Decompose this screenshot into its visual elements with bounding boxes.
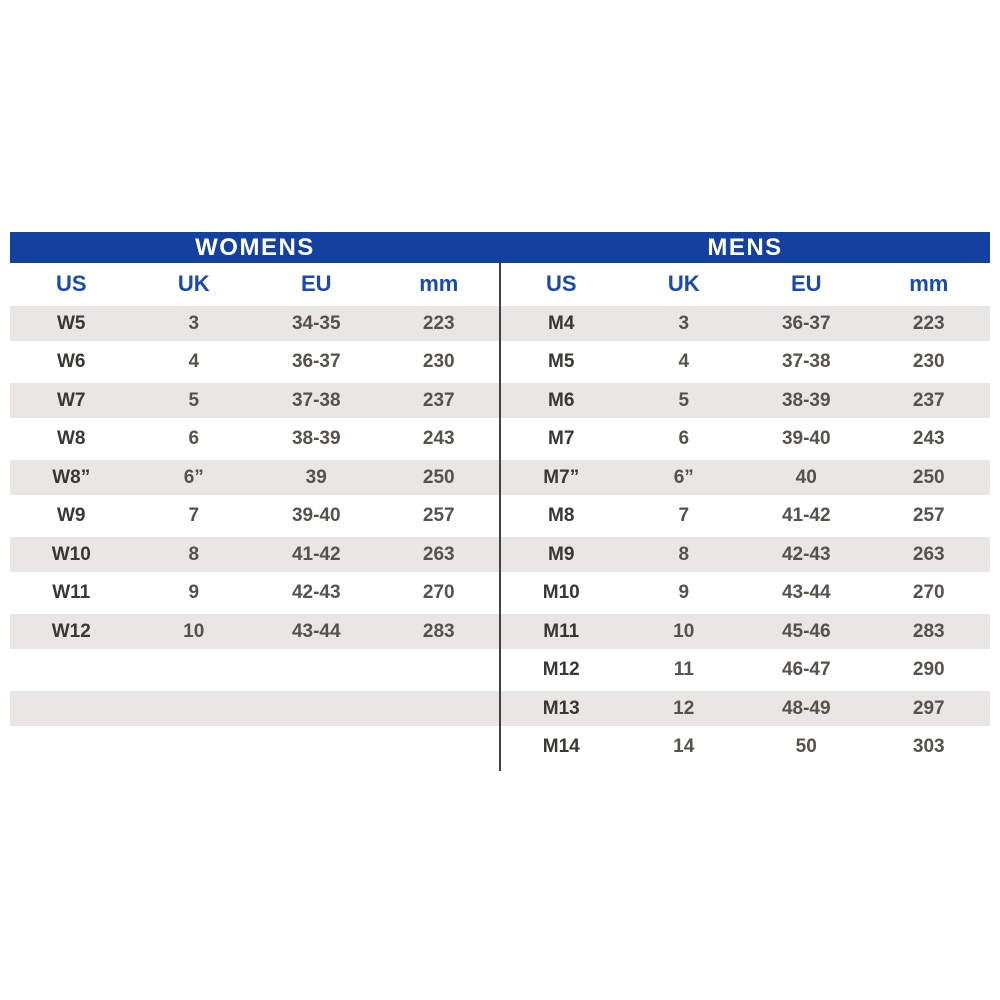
cell-mm <box>378 689 501 728</box>
cell-mm: 297 <box>912 697 945 719</box>
table-row <box>10 651 500 690</box>
cell-uk: 9 <box>678 582 690 604</box>
cell-us: M11 <box>543 620 580 642</box>
cell-uk: 5 <box>188 389 200 411</box>
cell-uk: 7 <box>678 505 690 527</box>
cell-uk: 14 <box>673 736 695 758</box>
cell-mm: 243 <box>912 428 945 450</box>
cell-eu: 37-38 <box>291 389 341 411</box>
cell-mm: 257 <box>912 505 945 527</box>
table-row <box>10 728 500 767</box>
mens-table <box>500 263 990 766</box>
table-row <box>500 497 990 536</box>
table-row <box>500 728 990 767</box>
table-row <box>10 343 500 382</box>
cell-mm: 237 <box>422 389 455 411</box>
cell-us: M4 <box>548 312 575 334</box>
cell-eu: 48-49 <box>781 697 831 719</box>
cell-mm: 303 <box>912 736 945 758</box>
cell-eu <box>255 728 378 767</box>
cell-uk: 6 <box>188 428 200 450</box>
cell-us: W8” <box>52 466 91 488</box>
cell-eu: 38-39 <box>781 389 831 411</box>
column-header-eu: EU <box>790 270 822 296</box>
cell-uk: 4 <box>188 351 200 373</box>
cell-mm: 230 <box>912 351 945 373</box>
cell-uk: 11 <box>673 659 694 681</box>
column-header-row <box>500 263 990 304</box>
table-row <box>500 689 990 728</box>
table-row <box>10 535 500 574</box>
cell-uk: 12 <box>673 697 695 719</box>
table-row <box>10 304 500 343</box>
cell-mm: 237 <box>912 389 945 411</box>
cell-mm: 290 <box>912 659 945 681</box>
cell-mm: 250 <box>912 466 945 488</box>
cell-eu: 50 <box>795 736 817 758</box>
column-header-mm: mm <box>419 270 459 296</box>
table-row <box>500 304 990 343</box>
cell-uk: 9 <box>188 582 200 604</box>
cell-uk: 7 <box>188 505 200 527</box>
cell-eu: 40 <box>795 466 817 488</box>
cell-us: W7 <box>57 389 86 411</box>
cell-eu: 41-42 <box>781 505 831 527</box>
cell-eu: 37-38 <box>781 351 831 373</box>
cell-us: M14 <box>542 736 580 758</box>
table-row <box>500 343 990 382</box>
cell-us: W12 <box>51 620 91 642</box>
title-bar <box>10 232 990 263</box>
table-row <box>500 381 990 420</box>
table-row <box>500 612 990 651</box>
cell-us: M7 <box>548 428 575 450</box>
cell-us: M13 <box>542 697 580 719</box>
cell-us: M10 <box>542 582 580 604</box>
cell-us: M6 <box>548 389 575 411</box>
cell-uk: 6” <box>673 466 694 488</box>
cell-mm: 257 <box>422 505 455 527</box>
mens-title: MENS <box>707 233 783 261</box>
womens-table <box>10 263 500 766</box>
table-row <box>500 651 990 690</box>
column-header-uk: UK <box>667 270 700 296</box>
cell-uk: 10 <box>673 620 695 642</box>
column-header-row <box>10 263 500 304</box>
column-header-us: US <box>545 270 577 296</box>
table-row <box>500 574 990 613</box>
cell-us <box>10 689 133 728</box>
table-row <box>500 420 990 459</box>
table-row <box>10 381 500 420</box>
table-row <box>500 535 990 574</box>
cell-eu: 34-35 <box>291 312 341 334</box>
column-header-eu: EU <box>300 270 332 296</box>
table-row <box>10 612 500 651</box>
cell-us: M9 <box>548 543 575 565</box>
table-body <box>10 304 500 766</box>
cell-eu: 41-42 <box>291 543 341 565</box>
size-chart <box>10 232 990 766</box>
cell-eu: 39-40 <box>781 428 831 450</box>
table-row <box>10 689 500 728</box>
cell-uk: 6” <box>183 466 204 488</box>
cell-uk: 5 <box>678 389 690 411</box>
cell-eu: 42-43 <box>781 543 831 565</box>
cell-mm: 223 <box>912 312 945 334</box>
cell-us: M5 <box>548 351 575 373</box>
cell-mm: 263 <box>912 543 945 565</box>
cell-eu: 45-46 <box>781 620 831 642</box>
cell-eu: 39-40 <box>291 505 341 527</box>
womens-title: WOMENS <box>195 233 315 261</box>
cell-mm: 270 <box>912 582 945 604</box>
cell-us <box>10 651 133 690</box>
cell-eu: 42-43 <box>291 582 341 604</box>
cell-mm: 223 <box>422 312 455 334</box>
cell-us: M7” <box>543 466 580 488</box>
cell-eu: 36-37 <box>781 312 831 334</box>
table-row <box>10 497 500 536</box>
cell-uk: 8 <box>678 543 690 565</box>
cell-eu: 46-47 <box>781 659 831 681</box>
table-row <box>10 458 500 497</box>
table-body <box>500 304 990 766</box>
cell-us: M8 <box>548 505 575 527</box>
cell-us <box>10 728 133 767</box>
cell-uk <box>133 651 256 690</box>
cell-eu <box>255 651 378 690</box>
table-row <box>500 458 990 497</box>
cell-mm: 230 <box>422 351 455 373</box>
column-header-uk: UK <box>177 270 210 296</box>
cell-mm: 283 <box>912 620 945 642</box>
cell-mm: 263 <box>422 543 455 565</box>
cell-mm: 283 <box>422 620 455 642</box>
cell-uk: 10 <box>183 620 205 642</box>
cell-eu: 38-39 <box>291 428 341 450</box>
cell-us: W8 <box>57 428 86 450</box>
cell-us: W6 <box>57 351 86 373</box>
cell-eu: 43-44 <box>291 620 341 642</box>
cell-mm <box>378 651 501 690</box>
cell-uk: 3 <box>678 312 690 334</box>
cell-mm: 270 <box>422 582 455 604</box>
cell-uk: 8 <box>188 543 200 565</box>
tables-wrap <box>10 263 990 766</box>
cell-uk <box>133 689 256 728</box>
table-row <box>10 420 500 459</box>
cell-uk: 4 <box>678 351 690 373</box>
cell-us: W10 <box>51 543 91 565</box>
cell-us: W5 <box>57 312 86 334</box>
cell-mm: 243 <box>422 428 455 450</box>
cell-us: W11 <box>52 582 91 604</box>
cell-eu: 39 <box>305 466 327 488</box>
table-row <box>10 574 500 613</box>
cell-eu <box>255 689 378 728</box>
cell-eu: 43-44 <box>781 582 831 604</box>
cell-eu: 36-37 <box>291 351 341 373</box>
cell-us: W9 <box>57 505 86 527</box>
cell-uk: 3 <box>188 312 200 334</box>
cell-mm: 250 <box>422 466 455 488</box>
cell-uk <box>133 728 256 767</box>
table-divider <box>499 263 501 771</box>
column-header-us: US <box>55 270 87 296</box>
cell-uk: 6 <box>678 428 690 450</box>
cell-mm <box>378 728 501 767</box>
column-header-mm: mm <box>909 270 949 296</box>
cell-us: M12 <box>542 659 580 681</box>
